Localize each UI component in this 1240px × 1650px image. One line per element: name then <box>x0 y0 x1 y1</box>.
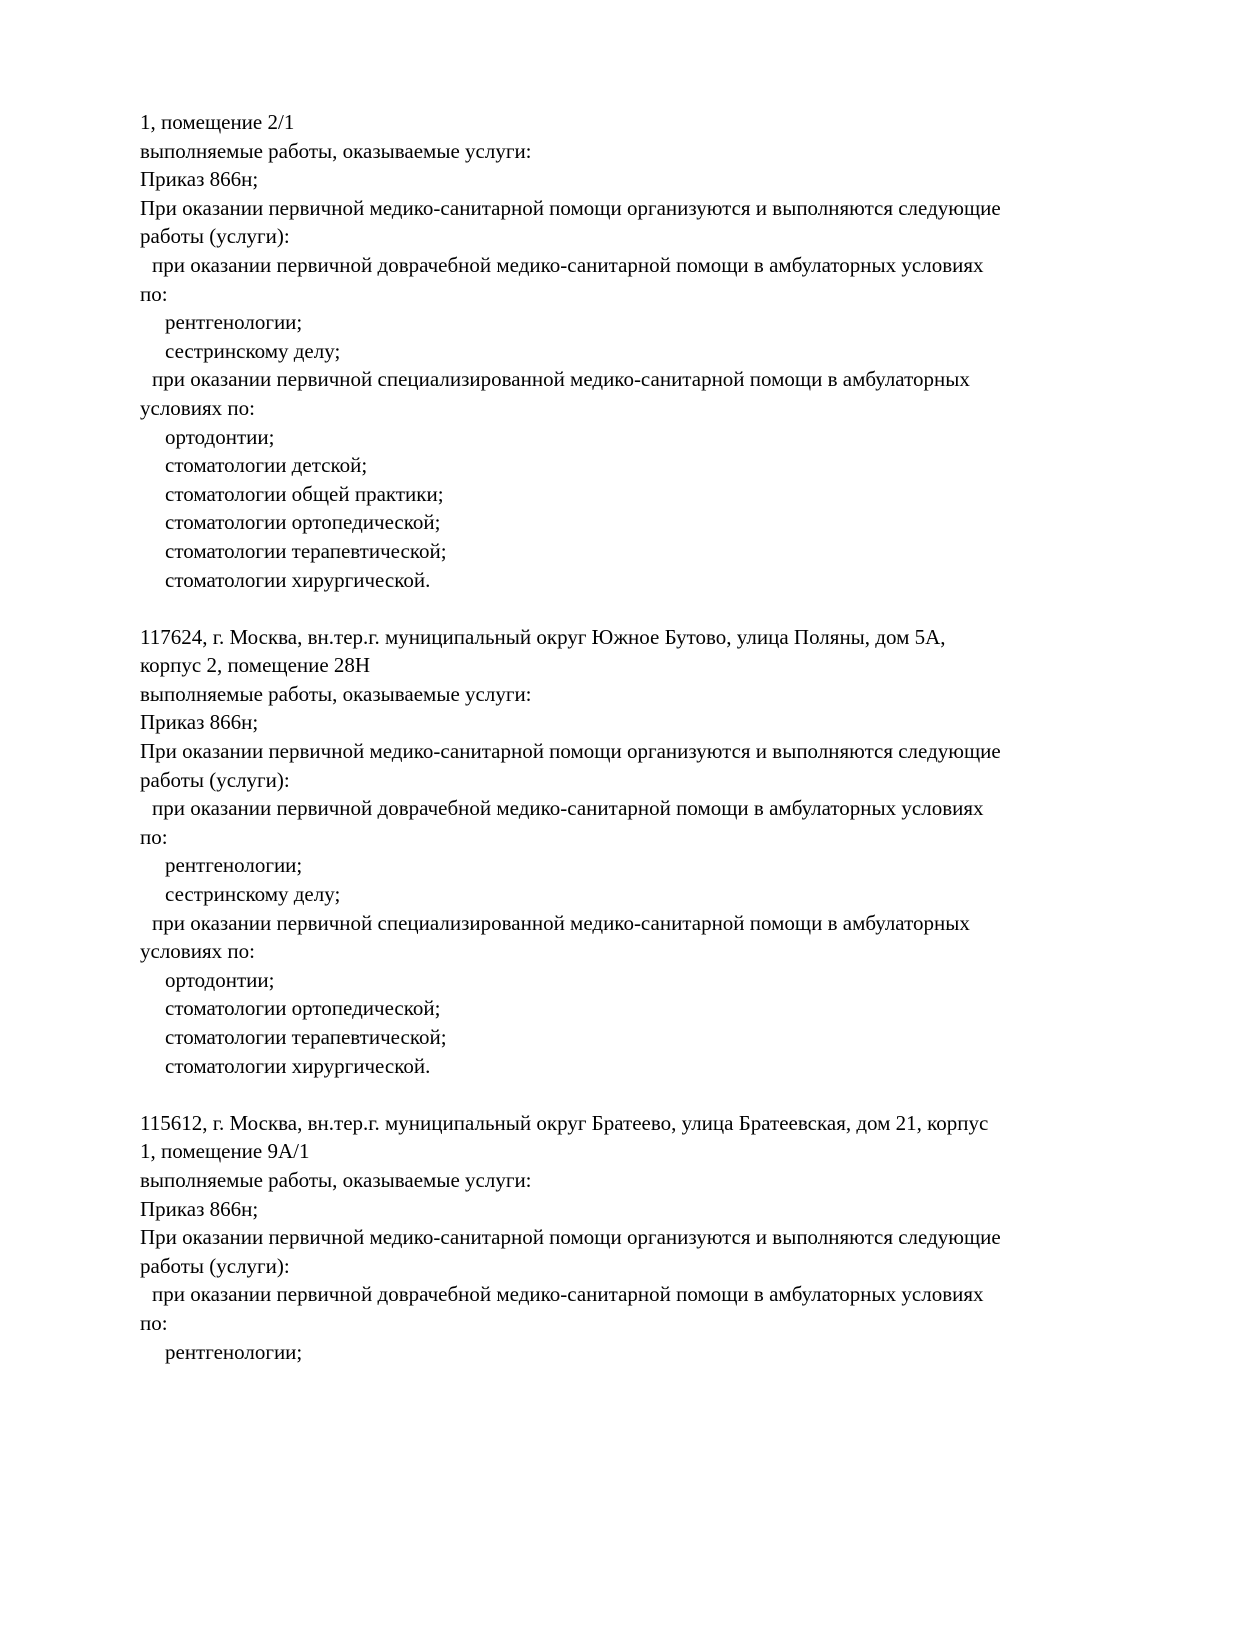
order-reference: Приказ 866н; <box>140 167 259 192</box>
service-item: стоматологии ортопедической; <box>165 510 441 535</box>
order-reference: Приказ 866н; <box>140 710 259 735</box>
address-line: 115612, г. Москва, вн.тер.г. муниципальный округ Братеево, улица Братеевская, дом 21, корпус <box>140 1110 989 1135</box>
paragraph-line: условиях по: <box>140 395 255 420</box>
service-item: стоматологии ортопедической; <box>165 996 441 1021</box>
service-item: рентгенологии; <box>165 1339 303 1364</box>
address-block-2 <box>140 623 1112 1081</box>
address-block-3 <box>140 1109 1112 1366</box>
service-item: стоматологии терапевтической; <box>165 1025 447 1049</box>
address-line: корпус 2, помещение 28Н <box>140 653 371 678</box>
service-item: сестринскому делу; <box>165 882 341 907</box>
paragraph-line: при оказании первичной специализированной медико-санитарной помощи в амбулаторных <box>152 910 970 935</box>
service-item: ортодонтии; <box>165 424 275 449</box>
address-line: 1, помещение 9А/1 <box>140 1139 310 1164</box>
address-line: 117624, г. Москва, вн.тер.г. муниципальный округ Южное Бутово, улица Поляны, дом 5А, <box>140 624 946 649</box>
paragraph-line: по: <box>140 281 168 306</box>
paragraph-line: При оказании первичной медико-санитарной помощи организуются и выполняются следующие <box>140 739 1001 764</box>
paragraph-line: по: <box>140 1310 168 1335</box>
paragraph-line: при оказании первичной специализированной медико-санитарной помощи в амбулаторных <box>152 367 970 392</box>
order-reference: Приказ 866н; <box>140 1196 259 1221</box>
paragraph-line: работы (услуги): <box>140 224 290 249</box>
service-item: стоматологии терапевтической; <box>165 538 447 563</box>
paragraph-line: при оказании первичной доврачебной медико-санитарной помощи в амбулаторных условиях <box>152 796 984 821</box>
works-header: выполняемые работы, оказываемые услуги: <box>140 1167 532 1192</box>
address-line: 1, помещение 2/1 <box>140 110 295 134</box>
works-header: выполняемые работы, оказываемые услуги: <box>140 138 532 163</box>
service-item: стоматологии хирургической. <box>165 567 431 592</box>
service-item: рентгенологии; <box>165 853 303 878</box>
service-item: стоматологии детской; <box>165 453 368 478</box>
paragraph-line: При оказании первичной медико-санитарной помощи организуются и выполняются следующие <box>140 1225 1001 1250</box>
service-item: ортодонтии; <box>165 967 275 992</box>
paragraph-line: при оказании первичной доврачебной медико-санитарной помощи в амбулаторных условиях <box>152 252 984 277</box>
service-item: стоматологии общей практики; <box>165 481 444 506</box>
service-item: стоматологии хирургической. <box>165 1053 431 1078</box>
address-block-1 <box>140 108 1112 594</box>
paragraph-line: работы (услуги): <box>140 1253 290 1278</box>
paragraph-line: При оказании первичной медико-санитарной помощи организуются и выполняются следующие <box>140 195 1001 220</box>
service-item: сестринскому делу; <box>165 338 341 363</box>
paragraph-line: по: <box>140 824 168 849</box>
paragraph-line: условиях по: <box>140 939 255 964</box>
paragraph-line: работы (услуги): <box>140 767 290 792</box>
license-services-text <box>140 108 1112 1366</box>
works-header: выполняемые работы, оказываемые услуги: <box>140 681 532 706</box>
service-item: рентгенологии; <box>165 310 303 335</box>
paragraph-line: при оказании первичной доврачебной медико-санитарной помощи в амбулаторных условиях <box>152 1282 984 1307</box>
